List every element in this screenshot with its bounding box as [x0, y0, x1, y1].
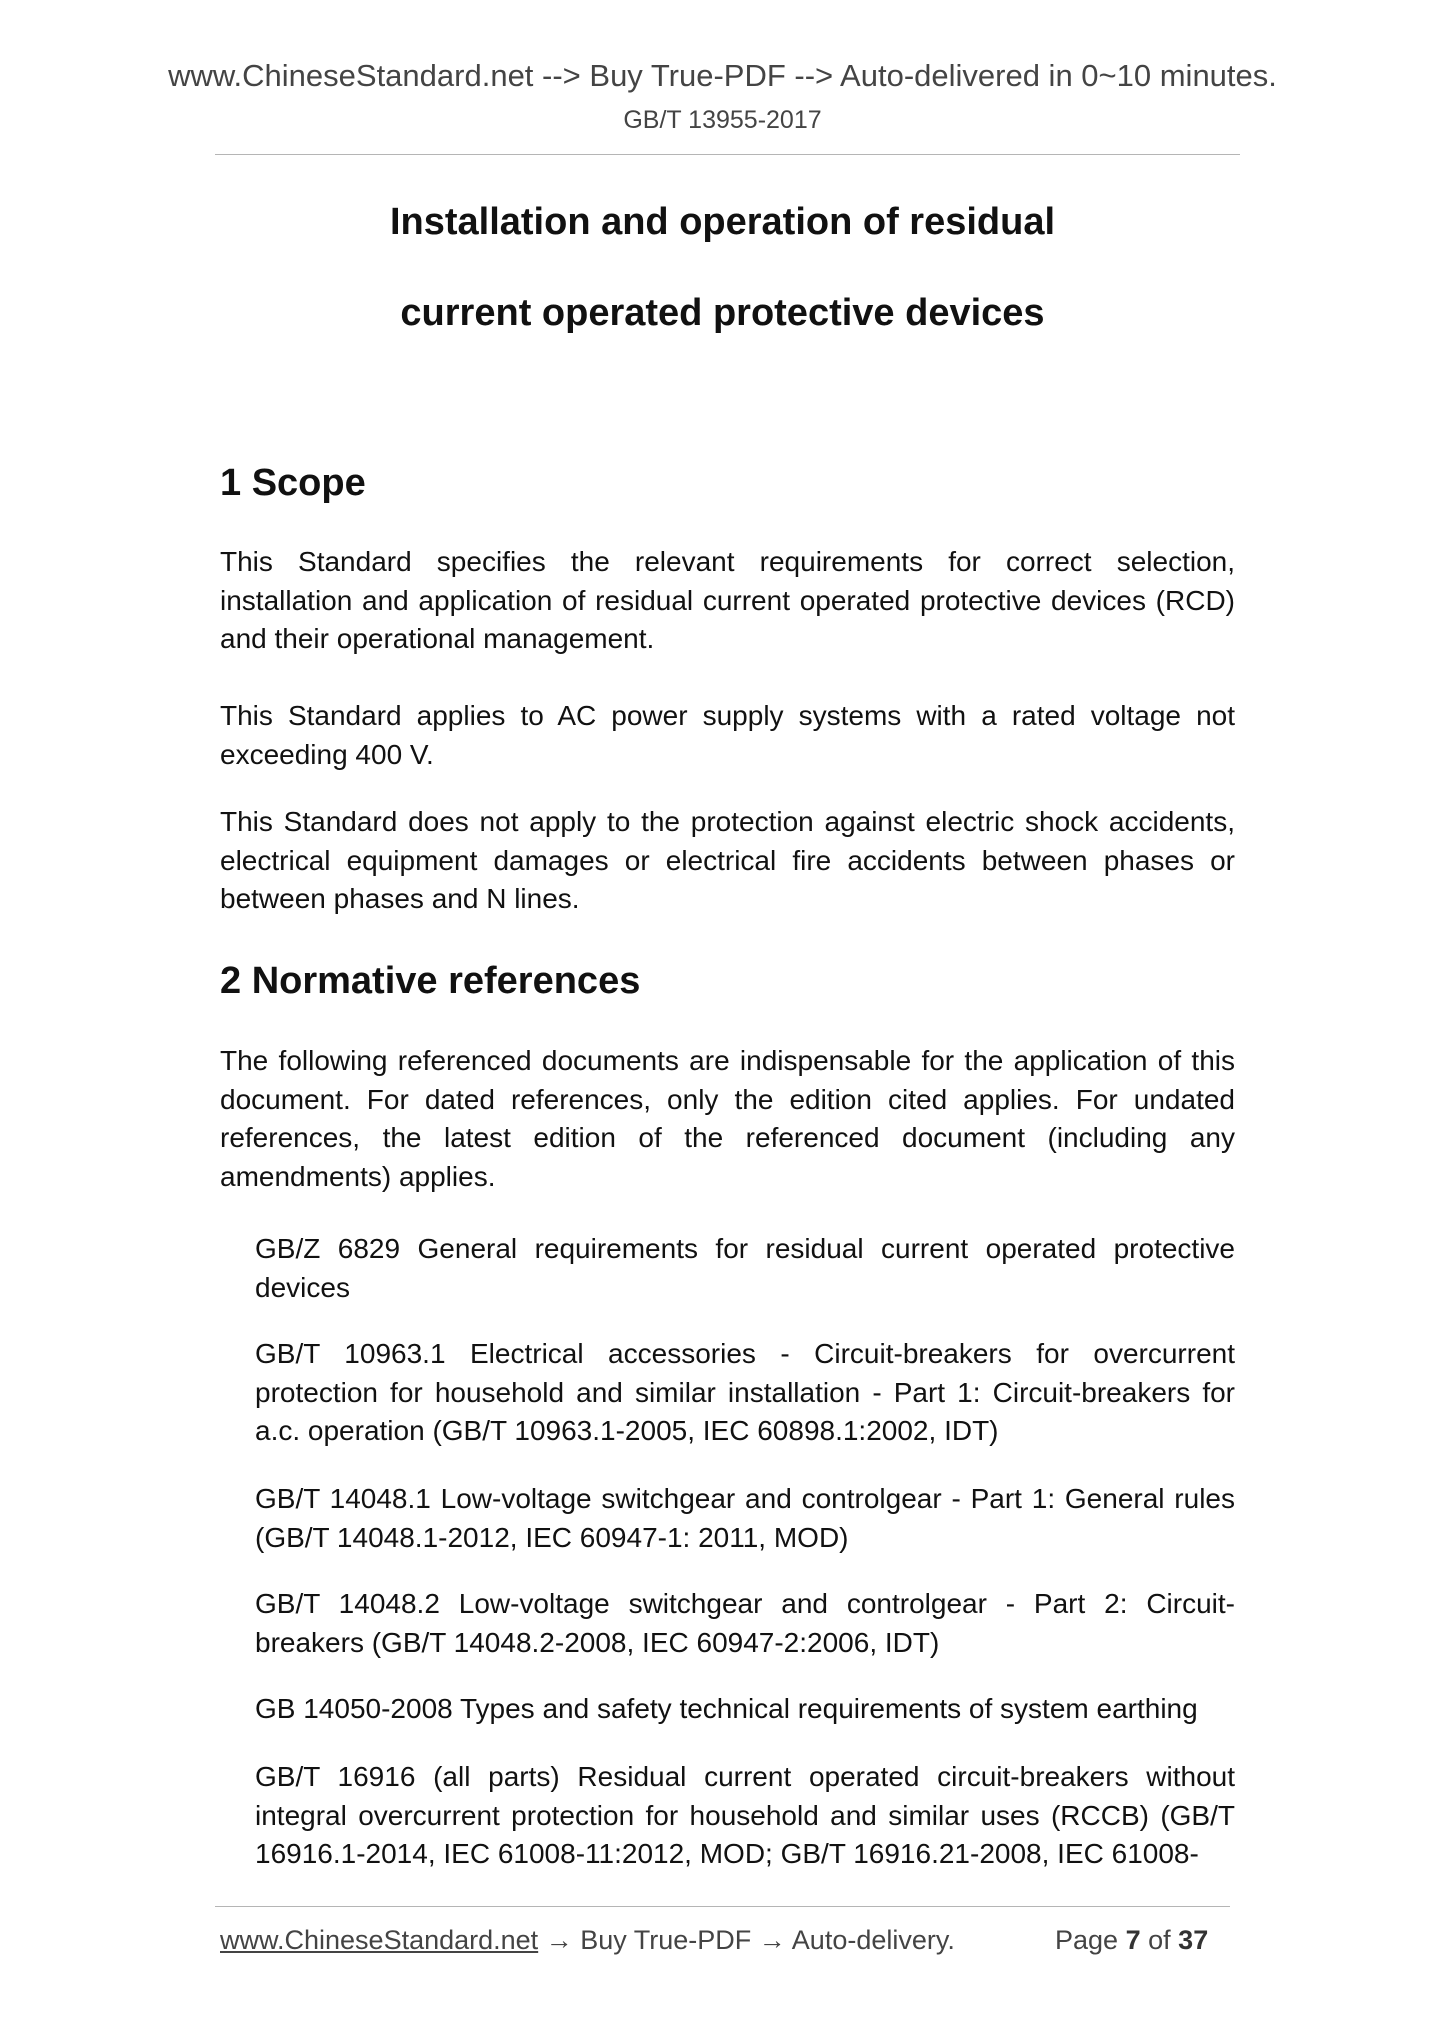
section-heading-normative-references: 2 Normative references [220, 960, 641, 1002]
footer-promo [220, 1925, 955, 1956]
reference-item: GB 14050-2008 Types and safety technical requirements of system earthing [255, 1693, 1198, 1724]
reference-item: GB/T 16916 (all parts) Residual current operated circuit-breakers without integral overcurrent protection for household and similar uses (RCCB) (GB/T 16916.1-2014, IEC 61008-11:2012, MOD; GB/T 16916.21-2008, IEC 61008- [255, 1761, 1235, 1869]
header-banner: www.ChineseStandard.net --> Buy True-PDF --> Auto-delivered in 0~10 minutes. [168, 58, 1277, 93]
footer-delivery-text: Auto-delivery. [791, 1925, 955, 1955]
page-indicator [1055, 1925, 1208, 1956]
page-number: 7 [1125, 1925, 1141, 1955]
arrow-right-icon: → [545, 1925, 573, 1955]
document-title-line-1: Installation and operation of residual [389, 201, 1056, 243]
arrow-right-icon: → [758, 1925, 786, 1955]
header-divider [215, 154, 1240, 155]
scope-paragraph-2: This Standard applies to AC power supply systems with a rated voltage not exceeding 400 V. [220, 700, 1235, 770]
scope-paragraph-1: This Standard specifies the relevant requirements for correct selection, installation and application of residual current operated protective devices (RCD) and their operational management. [220, 546, 1235, 654]
footer-site-link[interactable]: www.ChineseStandard.net [220, 1925, 539, 1955]
reference-item: GB/T 14048.2 Low-voltage switchgear and controlgear - Part 2: Circuit-breakers (GB/T 14048.2-2008, IEC 60947-2:2006, IDT) [255, 1588, 1235, 1658]
reference-item: GB/Z 6829 General requirements for residual current operated protective devices [255, 1233, 1235, 1303]
page-total: 37 [1178, 1925, 1209, 1955]
section-heading-scope: 1 Scope [220, 462, 366, 504]
standard-number: GB/T 13955-2017 [623, 106, 822, 134]
page-label: Page [1055, 1925, 1119, 1955]
footer-divider [215, 1906, 1230, 1907]
document-title-line-2: current operated protective devices [400, 292, 1045, 334]
reference-item: GB/T 14048.1 Low-voltage switchgear and controlgear - Part 1: General rules (GB/T 14048.1-2012, IEC 60947-1: 2011, MOD) [255, 1483, 1235, 1553]
page-of-label: of [1148, 1925, 1171, 1955]
footer-buy-text: Buy True-PDF [580, 1925, 752, 1955]
scope-paragraph-3: This Standard does not apply to the protection against electric shock accidents, electrical equipment damages or electrical fire accidents between phases or between phases and N lines. [220, 806, 1235, 914]
reference-item: GB/T 10963.1 Electrical accessories - Circuit-breakers for overcurrent protection for household and similar installation - Part 1: Circuit-breakers for a.c. operation (GB/T 10963.1-2005, IEC 60898.1:2002, IDT) [255, 1338, 1235, 1446]
normative-intro-paragraph: The following referenced documents are indispensable for the application of this document. For dated references, only the edition cited applies. For undated references, the latest edition of the referenced document (including any amendments) applies. [220, 1045, 1235, 1192]
